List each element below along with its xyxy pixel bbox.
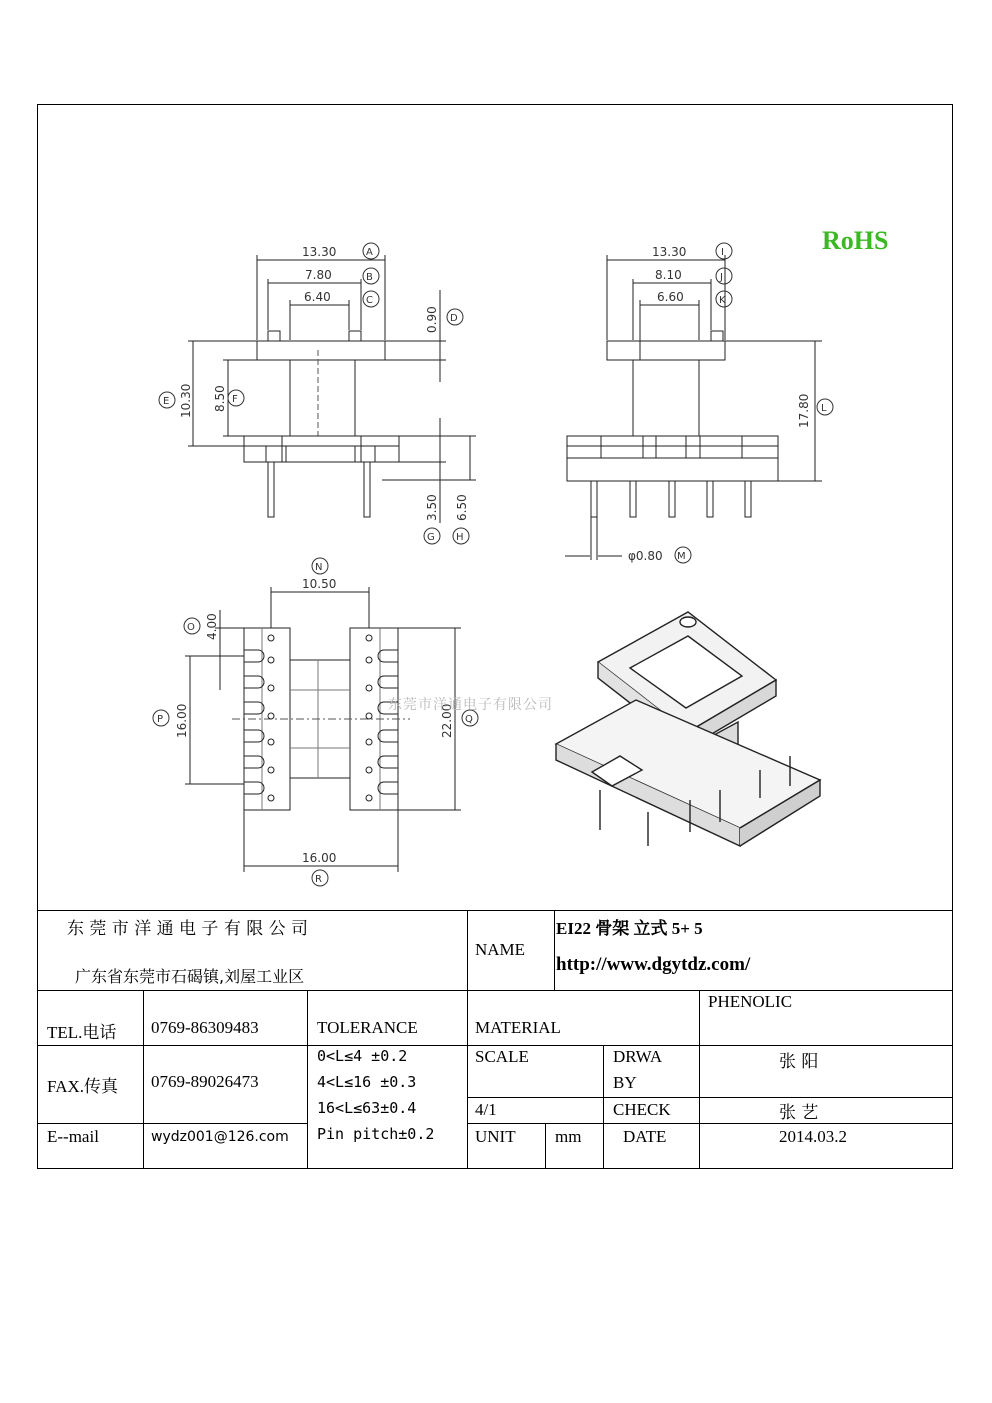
company-name: 东 莞 市 洋 通 电 子 有 限 公 司	[67, 919, 309, 939]
dim-h-tag: H	[456, 532, 464, 543]
tolerance-row-2: 4<L≤16 ±0.3	[317, 1073, 417, 1091]
email-label: E--mail	[47, 1127, 99, 1146]
material-value: PHENOLIC	[708, 992, 793, 1011]
dim-m-value: φ0.80	[628, 549, 663, 563]
dim-n-tag: N	[315, 562, 323, 573]
dim-f-tag: F	[232, 394, 238, 405]
dim-q-tag: Q	[465, 714, 473, 725]
dim-e-tag: E	[163, 396, 170, 407]
drawn-by-value: 张 阳	[779, 1052, 819, 1072]
scale-label: SCALE	[475, 1047, 529, 1066]
dim-c-value: 6.40	[304, 290, 331, 304]
name-label: NAME	[475, 940, 526, 959]
dim-o-tag: O	[187, 622, 195, 633]
dim-p-value: 16.00	[175, 703, 189, 738]
fax-label: FAX.传真	[47, 1077, 118, 1096]
dim-j-tag: J	[720, 272, 723, 283]
dim-i-value: 13.30	[652, 245, 687, 259]
check-label: CHECK	[613, 1100, 671, 1119]
drawn-label: DRWA	[613, 1047, 663, 1066]
dim-q-value: 22.00	[440, 703, 454, 738]
dim-n-value: 10.50	[302, 577, 337, 591]
dim-l-tag: L	[821, 403, 827, 414]
dim-g-tag: G	[427, 532, 435, 543]
date-label: DATE	[623, 1127, 667, 1146]
email-value[interactable]: wydz001@126.com	[151, 1129, 289, 1145]
dim-d-value: 0.90	[425, 306, 439, 333]
dim-f-value: 8.50	[213, 385, 227, 412]
dim-k-tag: K	[719, 295, 726, 306]
tel-label: TEL.电话	[47, 1023, 117, 1042]
dim-k-value: 6.60	[657, 290, 684, 304]
title-block	[37, 910, 953, 1169]
dim-p-tag: P	[157, 714, 164, 725]
dim-m-tag: M	[677, 551, 686, 562]
isometric-view	[556, 612, 820, 846]
unit-value: mm	[555, 1127, 582, 1146]
dim-j-value: 8.10	[655, 268, 682, 282]
unit-label: UNIT	[475, 1127, 516, 1146]
dim-a-tag: A	[366, 247, 373, 258]
company-address: 广东省东莞市石碣镇,刘屋工业区	[75, 967, 305, 986]
side-view	[565, 255, 822, 560]
dim-d-tag: D	[450, 313, 458, 324]
watermark: 东莞市洋通电子有限公司	[388, 697, 553, 713]
rohs-mark: RoHS	[822, 226, 889, 255]
fax-value: 0769-89026473	[151, 1072, 259, 1091]
tolerance-row-1: 0<L≤4 ±0.2	[317, 1047, 408, 1065]
dim-a-value: 13.30	[302, 245, 337, 259]
dim-e-value: 10.30	[179, 383, 193, 418]
drawn-label-2: BY	[613, 1073, 637, 1092]
bottom-view	[185, 587, 461, 872]
tel-value: 0769-86309483	[151, 1018, 259, 1037]
dim-g-value: 3.50	[425, 494, 439, 521]
dim-i-tag: I	[721, 247, 724, 258]
date-value: 2014.03.2	[779, 1127, 847, 1146]
front-view	[188, 255, 476, 523]
dim-c-tag: C	[366, 295, 373, 306]
dim-r-tag: R	[315, 874, 322, 885]
tolerance-label: TOLERANCE	[317, 1018, 418, 1037]
product-name: EI22 骨架 立式 5+ 5	[556, 919, 703, 938]
dim-b-value: 7.80	[305, 268, 332, 282]
dim-r-value: 16.00	[302, 851, 337, 865]
material-label: MATERIAL	[475, 1018, 561, 1037]
tolerance-row-3: 16<L≤63±0.4	[317, 1099, 417, 1117]
scale-value: 4/1	[475, 1100, 497, 1119]
dim-h-value: 6.50	[455, 494, 469, 521]
dim-l-value: 17.80	[797, 393, 811, 428]
tolerance-row-4: Pin pitch±0.2	[317, 1125, 435, 1143]
company-url[interactable]: http://www.dgytdz.com/	[556, 954, 751, 975]
dim-o-value: 4.00	[205, 613, 219, 640]
checked-by-value: 张 艺	[779, 1103, 819, 1123]
dim-b-tag: B	[366, 272, 373, 283]
